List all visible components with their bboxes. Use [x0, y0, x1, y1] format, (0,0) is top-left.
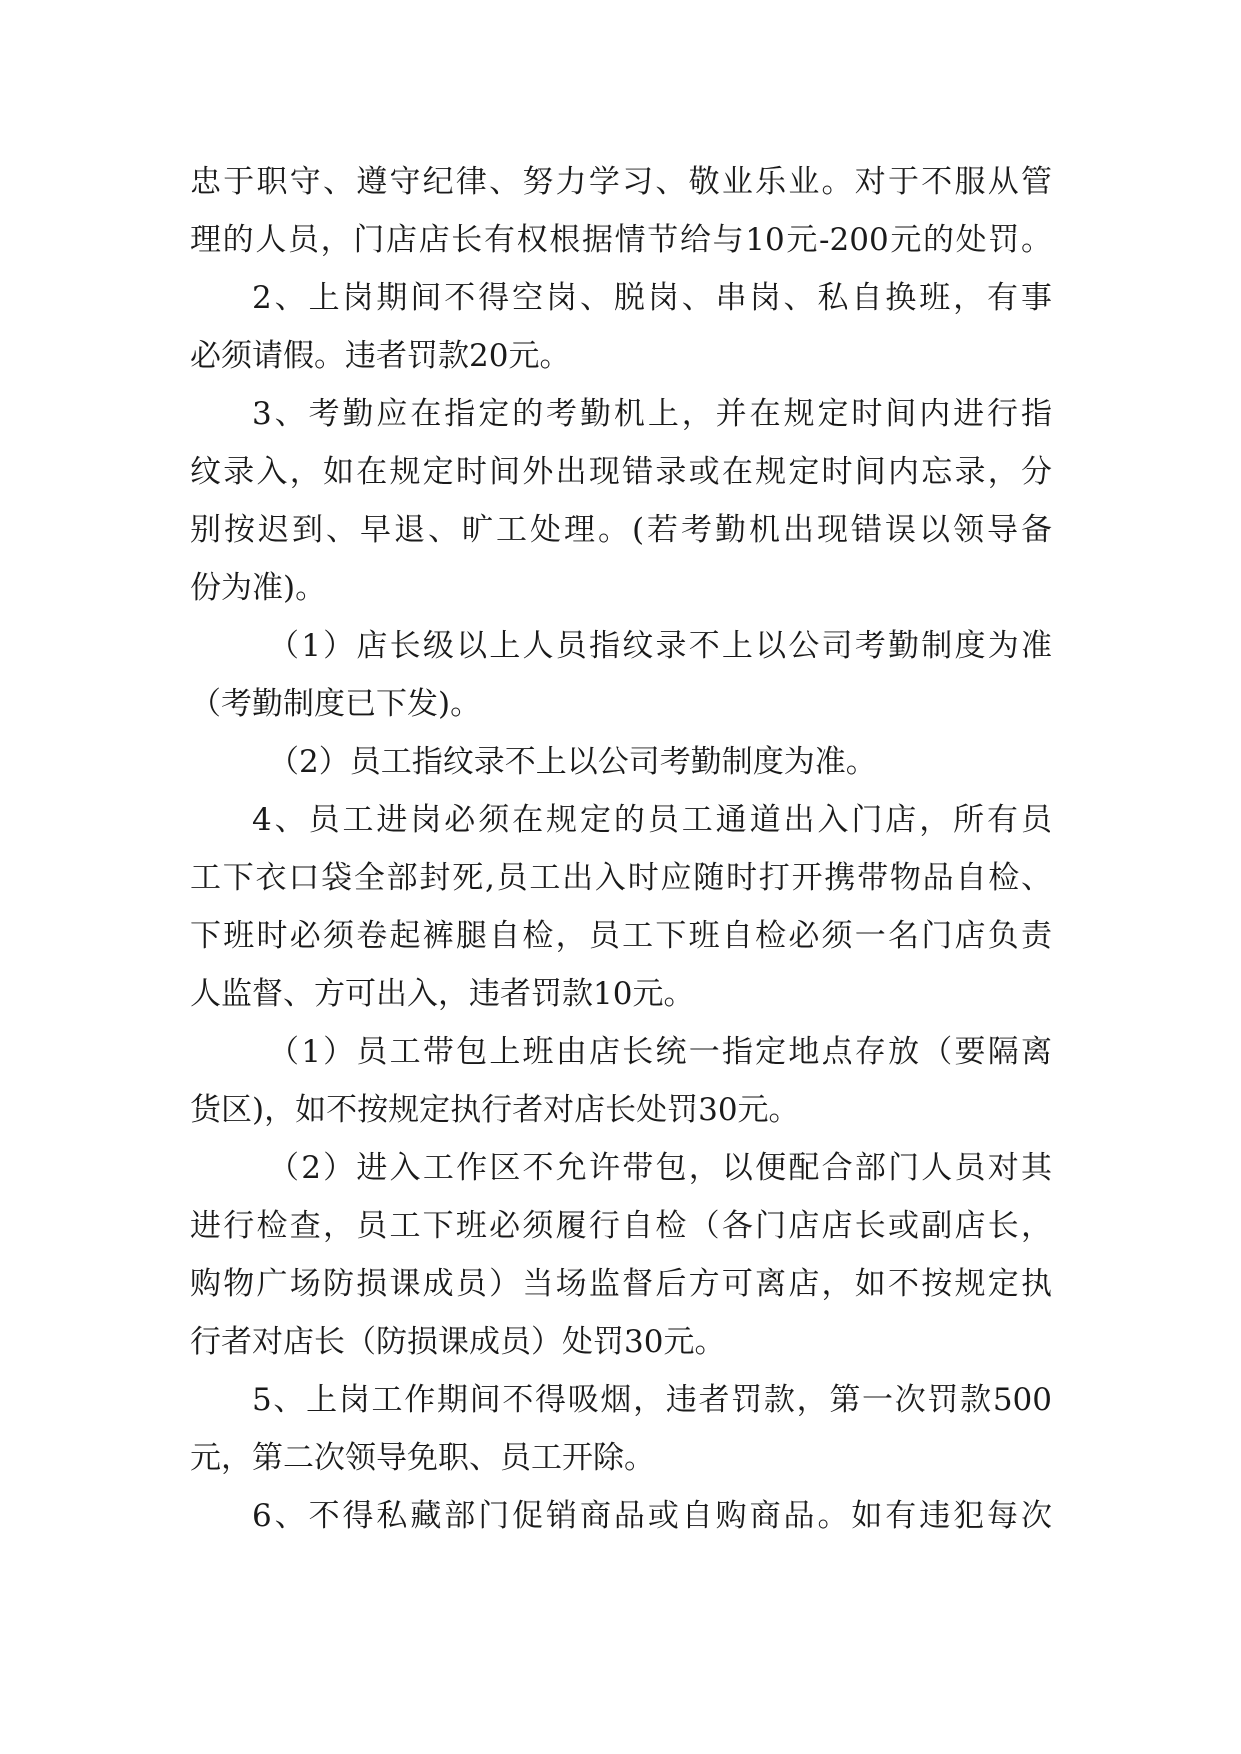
text-line-23: 元，第二次领导免职、员工开除。	[190, 1440, 655, 1476]
text-line-10: （考勤制度已下发)。	[190, 686, 482, 722]
text-line-2: 理的人员，门店店长有权根据情节给与10元-200元的处罚。	[190, 222, 1052, 258]
text-line-8: 份为准)。	[190, 570, 327, 606]
text-line-4: 必须请假。违者罚款20元。	[190, 338, 571, 374]
text-line-11: （2）员工指纹录不上以公司考勤制度为准。	[268, 744, 877, 780]
text-line-24: 6、不得私藏部门促销商品或自购商品。如有违犯每次	[252, 1498, 1052, 1534]
text-line-16: （1）员工带包上班由店长统一指定地点存放（要隔离	[268, 1034, 1052, 1070]
text-line-3: 2、上岗期间不得空岗、脱岗、串岗、私自换班，有事	[252, 280, 1052, 316]
text-line-17: 货区)，如不按规定执行者对店长处罚30元。	[190, 1092, 800, 1128]
text-line-5: 3、考勤应在指定的考勤机上，并在规定时间内进行指	[252, 396, 1052, 432]
text-line-7: 别按迟到、早退、旷工处理。(若考勤机出现错误以领导备	[190, 512, 1052, 548]
text-line-21: 行者对店长（防损课成员）处罚30元。	[190, 1324, 726, 1360]
text-line-1: 忠于职守、遵守纪律、努力学习、敬业乐业。对于不服从管	[190, 164, 1052, 200]
text-line-15: 人监督、方可出入，违者罚款10元。	[190, 976, 695, 1012]
text-line-13: 工下衣口袋全部封死,员工出入时应随时打开携带物品自检、	[190, 860, 1052, 896]
text-line-9: （1）店长级以上人员指纹录不上以公司考勤制度为准	[268, 628, 1052, 664]
text-line-20: 购物广场防损课成员）当场监督后方可离店，如不按规定执	[190, 1266, 1052, 1302]
text-line-12: 4、员工进岗必须在规定的员工通道出入门店，所有员	[252, 802, 1052, 838]
text-line-22: 5、上岗工作期间不得吸烟，违者罚款，第一次罚款500	[252, 1382, 1052, 1418]
text-line-6: 纹录入，如在规定时间外出现错录或在规定时间内忘录，分	[190, 454, 1052, 490]
text-line-19: 进行检查，员工下班必须履行自检（各门店店长或副店长，	[190, 1208, 1052, 1244]
text-line-14: 下班时必须卷起裤腿自检，员工下班自检必须一名门店负责	[190, 918, 1052, 954]
text-line-18: （2）进入工作区不允许带包，以便配合部门人员对其	[268, 1150, 1052, 1186]
